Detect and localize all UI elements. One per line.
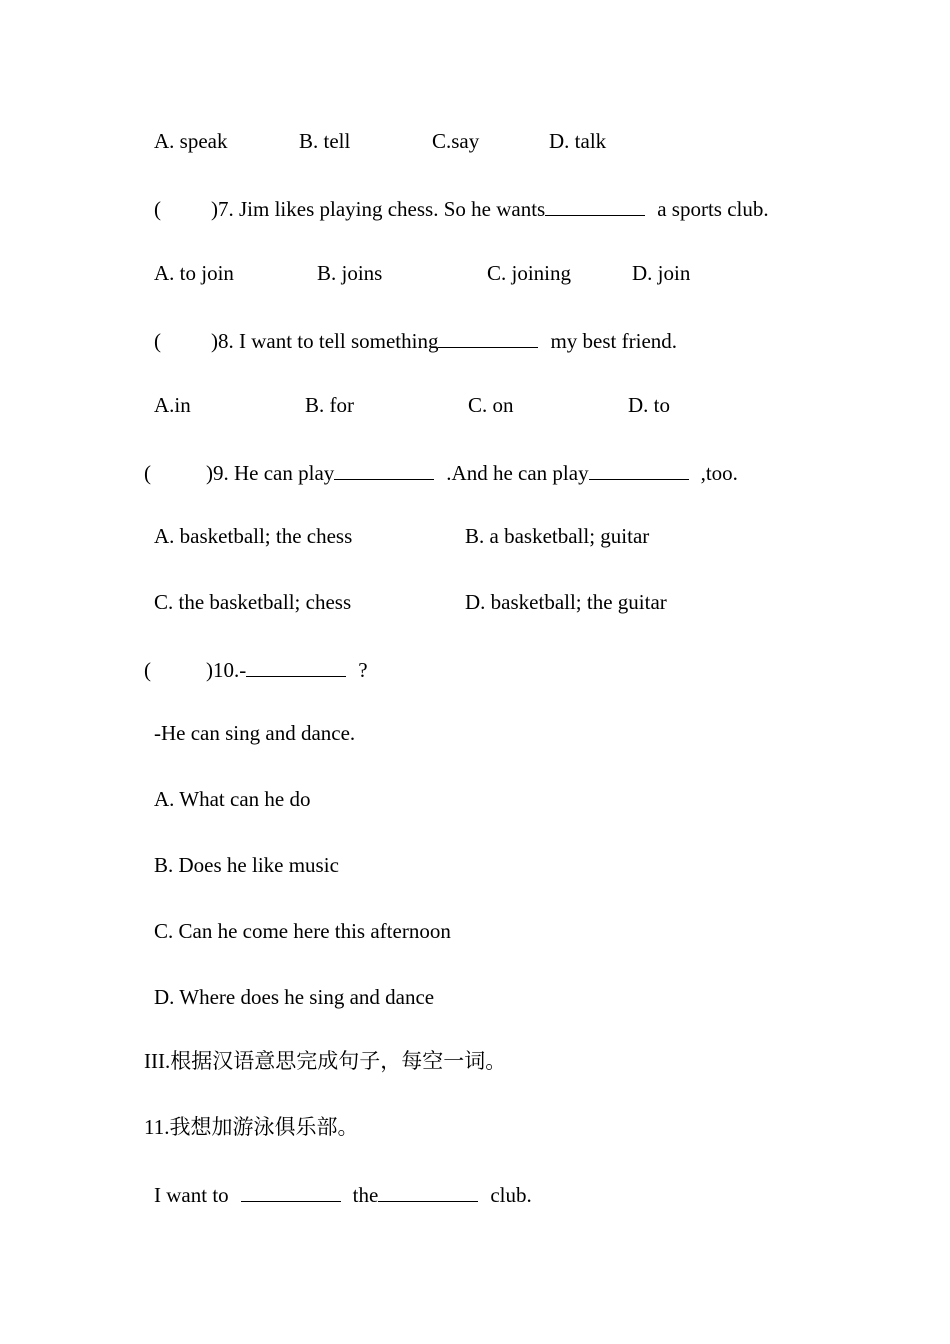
section-3-title: III.根据汉语意思完成句子，每空一词。 (144, 1049, 507, 1073)
q8-text-before: )8. I want to tell something (211, 329, 439, 353)
q9-option-c: C. the basketball; chess (154, 590, 352, 614)
q7-option-d: D. join (632, 261, 691, 285)
q7-option-c: C. joining (487, 261, 572, 285)
q10-question (144, 658, 368, 681)
q7-blank[interactable] (545, 197, 645, 216)
q7-text-before: )7. Jim likes playing chess. So he wants (211, 197, 546, 221)
q6-option-b: B. tell (299, 129, 351, 153)
q8-text-after: my best friend. (550, 329, 678, 353)
q10-option-c: C. Can he come here this afternoon (154, 919, 451, 943)
q9-option-b: B. a basketball; guitar (465, 524, 650, 548)
q6-option-d: D. talk (549, 129, 607, 153)
answer-paren: ( (154, 329, 161, 353)
q11-text-middle: the (352, 1183, 379, 1207)
q8-option-d: D. to (628, 393, 670, 417)
q9-blank-1[interactable] (334, 461, 434, 480)
q7-text-after: a sports club. (657, 197, 769, 221)
q11-prompt: 11.我想加游泳俱乐部。 (144, 1115, 359, 1139)
q9-text-middle: .And he can play (446, 461, 589, 485)
q7-question (154, 197, 769, 220)
q9-option-d: D. basketball; the guitar (465, 590, 667, 614)
q10-option-a: A. What can he do (154, 787, 311, 811)
answer-paren: ( (154, 197, 161, 221)
answer-paren: ( (144, 658, 151, 682)
q7-option-b: B. joins (317, 261, 383, 285)
q6-option-a: A. speak (154, 129, 228, 153)
q9-option-a: A. basketball; the chess (154, 524, 353, 548)
q11-sentence (154, 1183, 532, 1206)
q10-option-b: B. Does he like music (154, 853, 339, 877)
q9-blank-2[interactable] (589, 461, 689, 480)
q10-text-after: ? (358, 658, 368, 682)
q10-answer-line: -He can sing and dance. (154, 721, 356, 745)
q10-option-d: D. Where does he sing and dance (154, 985, 435, 1009)
q8-question (154, 329, 677, 352)
q10-blank[interactable] (246, 658, 346, 677)
q9-text-after: ,too. (700, 461, 738, 485)
q7-option-a: A. to join (154, 261, 234, 285)
q11-text-after: club. (490, 1183, 532, 1207)
q11-text-before: I want to (154, 1183, 229, 1207)
q11-blank-1[interactable] (241, 1183, 341, 1202)
answer-paren: ( (144, 461, 151, 485)
q10-text-before: )10.- (206, 658, 247, 682)
q8-option-a: A.in (154, 393, 191, 417)
q8-option-b: B. for (305, 393, 354, 417)
q9-text-before: )9. He can play (206, 461, 335, 485)
q8-blank[interactable] (438, 329, 538, 348)
q8-option-c: C. on (468, 393, 514, 417)
q6-option-c: C.say (432, 129, 480, 153)
q9-question (144, 461, 738, 484)
q11-blank-2[interactable] (378, 1183, 478, 1202)
